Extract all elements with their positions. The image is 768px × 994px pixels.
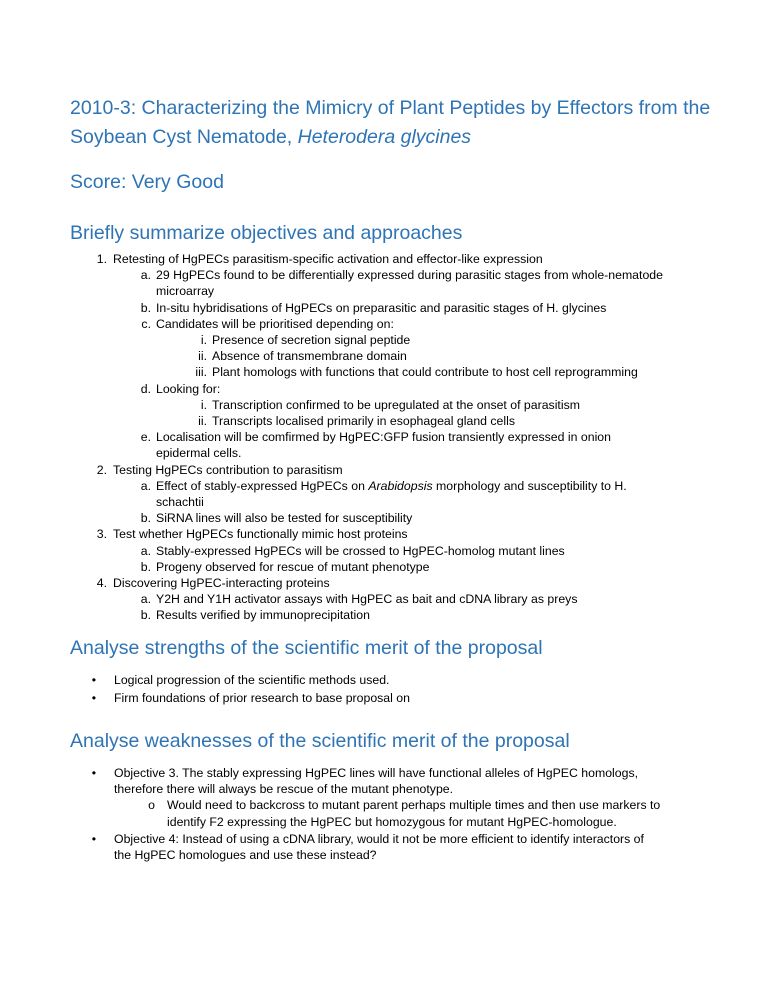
roman-marker: iii. bbox=[195, 365, 207, 380]
objective-number: 2. bbox=[96, 462, 107, 477]
summary-heading: Briefly summarize objectives and approaches bbox=[70, 222, 463, 244]
bullet-marker: • bbox=[91, 831, 96, 846]
weaknesses-heading: Analyse weaknesses of the scientific merit of the proposal bbox=[70, 730, 570, 752]
strength-item-1: Logical progression of the scientific methods used. bbox=[114, 673, 390, 687]
sub-item-2-2-line-1: SiRNA lines will also be tested for susceptibility bbox=[156, 511, 413, 526]
weakness-1-sub-line-1: Would need to backcross to mutant parent perhaps multiple times and then use markers to bbox=[167, 798, 661, 813]
sub-marker: a. bbox=[140, 592, 151, 607]
title-line-1: 2010-3: Characterizing the Mimicry of Plant Peptides by Effectors from the bbox=[70, 97, 711, 119]
sub-marker: b. bbox=[140, 559, 151, 574]
roman-item-1-8-line-1: Transcription confirmed to be upregulated at the onset of parasitism bbox=[212, 397, 580, 412]
sub-item-1-10-line-2: epidermal cells. bbox=[156, 446, 242, 461]
species-name: Arabidopsis bbox=[368, 478, 433, 493]
sub-item-2-1-line-1 bbox=[156, 478, 627, 494]
objective-1: Retesting of HgPECs parasitism-specific activation and effector-like expression bbox=[113, 252, 543, 266]
sub-item-1-1-line-1: 29 HgPECs found to be differentially expressed during parasitic stages from whole-nematode bbox=[156, 268, 663, 283]
objective-number: 1. bbox=[96, 252, 107, 266]
bullet-marker: • bbox=[91, 673, 96, 687]
sub-item-3-2-line-1: Progeny observed for rescue of mutant phenotype bbox=[156, 559, 430, 574]
sub-item-4-2-line-1: Results verified by immunoprecipitation bbox=[156, 608, 370, 623]
sub-marker: a. bbox=[140, 543, 151, 558]
sub-marker: a. bbox=[140, 268, 151, 283]
roman-item-1-4-line-1: Presence of secretion signal peptide bbox=[212, 333, 411, 347]
sub-marker: d. bbox=[140, 381, 151, 396]
sub-marker: b. bbox=[140, 511, 151, 526]
strengths-heading: Analyse strengths of the scientific merit of the proposal bbox=[70, 637, 543, 659]
roman-marker: ii. bbox=[198, 349, 207, 364]
weakness-1-line-2: therefore there will always be rescue of the mutant phenotype. bbox=[114, 782, 454, 797]
weakness-1-line-1: Objective 3. The stably expressing HgPEC lines will have functional alleles of HgPEC homologs, bbox=[114, 766, 639, 780]
weakness-2-line-1: Objective 4: Instead of using a cDNA library, would it not be more efficient to identify interactors of bbox=[114, 831, 644, 846]
sub-marker: a. bbox=[140, 478, 151, 493]
objective-3: Test whether HgPECs functionally mimic host proteins bbox=[113, 527, 408, 542]
sub-item-3-1-line-1: Stably-expressed HgPECs will be crossed to HgPEC-homolog mutant lines bbox=[156, 543, 565, 558]
sub-item-1-1-line-2: microarray bbox=[156, 284, 215, 299]
bullet-marker: • bbox=[91, 691, 96, 705]
roman-marker: ii. bbox=[198, 414, 207, 428]
sub-marker: b. bbox=[140, 608, 151, 623]
roman-item-1-6-line-1: Plant homologs with functions that could contribute to host cell reprogramming bbox=[212, 365, 638, 380]
objective-number: 4. bbox=[96, 576, 107, 590]
sub-item-4-1-line-1: Y2H and Y1H activator assays with HgPEC as bait and cDNA library as preys bbox=[156, 592, 578, 607]
title-line-2: Soybean Cyst Nematode, bbox=[70, 126, 298, 148]
objective-number: 3. bbox=[96, 527, 107, 542]
sub-marker: c. bbox=[141, 316, 151, 331]
weakness-1-sub-line-2: identify F2 expressing the HgPEC but homozygous for mutant HgPEC-homologue. bbox=[167, 814, 617, 829]
sub-item-1-7-line-1: Looking for: bbox=[156, 381, 221, 396]
objective-2: Testing HgPECs contribution to parasitism bbox=[113, 462, 343, 477]
strength-item-2: Firm foundations of prior research to base proposal on bbox=[114, 691, 410, 705]
bullet-marker: • bbox=[91, 766, 96, 780]
roman-item-1-5-line-1: Absence of transmembrane domain bbox=[212, 349, 407, 364]
page-title bbox=[70, 94, 730, 152]
sub-item-2-1-line-2: schachtii bbox=[156, 495, 204, 509]
roman-marker: i. bbox=[200, 333, 207, 347]
sub-item-1-3-line-1: Candidates will be prioritised depending on: bbox=[156, 316, 394, 331]
sub-marker: b. bbox=[140, 300, 151, 315]
score-heading: Score: Very Good bbox=[70, 171, 224, 193]
title-species: Heterodera glycines bbox=[297, 126, 472, 148]
sub-item-1-2-line-1: In-situ hybridisations of HgPECs on preparasitic and parasitic stages of H. glycines bbox=[156, 300, 607, 315]
sub-marker: e. bbox=[140, 430, 151, 445]
sub-text: Effect of stably-expressed HgPECs on bbox=[156, 478, 369, 493]
sub-bullet-marker: o bbox=[148, 798, 155, 813]
weakness-2-line-2: the HgPEC homologues and use these instead? bbox=[114, 848, 377, 862]
roman-item-1-9-line-1: Transcripts localised primarily in esophageal gland cells bbox=[212, 414, 516, 428]
roman-marker: i. bbox=[200, 397, 207, 412]
objective-4: Discovering HgPEC-interacting proteins bbox=[113, 576, 330, 590]
sub-text: morphology and susceptibility to H. bbox=[432, 478, 627, 493]
sub-item-1-10-line-1: Localisation will be comfirmed by HgPEC:GFP fusion transiently expressed in onion bbox=[156, 430, 611, 445]
